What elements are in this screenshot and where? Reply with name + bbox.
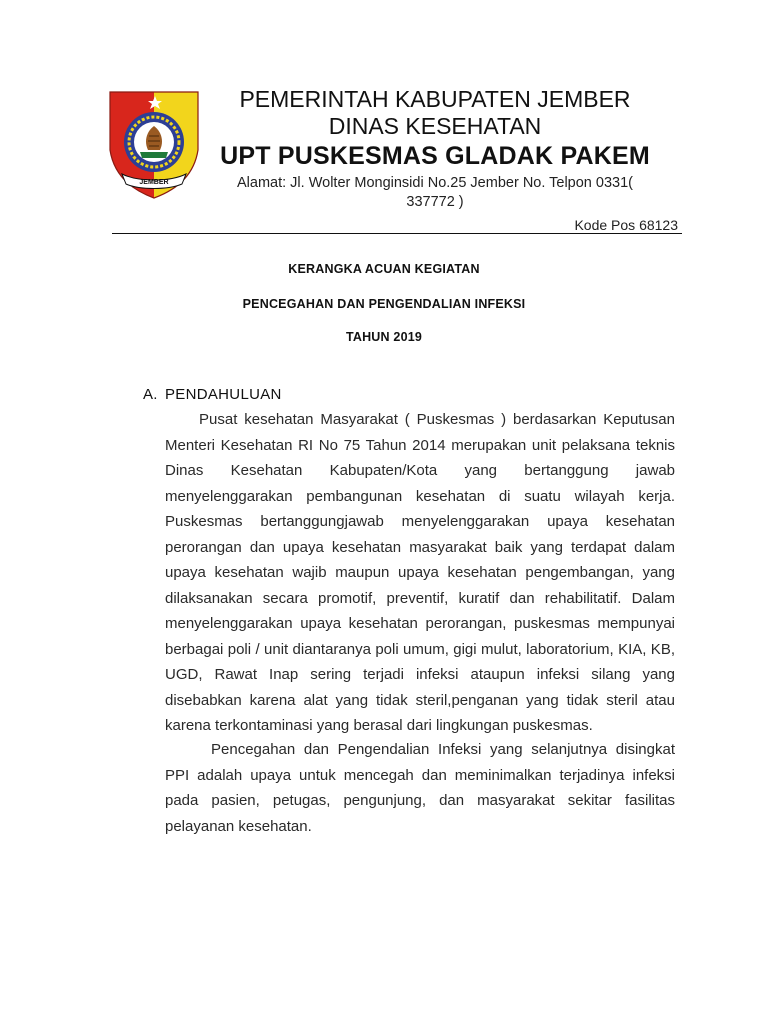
section-heading (143, 386, 282, 403)
section-title: PENDAHULUAN (165, 386, 282, 403)
postal-code: Kode Pos 68123 (574, 217, 678, 233)
institution-name: UPT PUSKESMAS GLADAK PAKEM (220, 142, 650, 170)
paragraph-ppi-definition (165, 737, 675, 839)
government-name: PEMERINTAH KABUPATEN JEMBER (239, 86, 631, 112)
jember-emblem-logo (108, 90, 200, 200)
letterhead (205, 86, 665, 212)
paragraph-text: Pusat kesehatan Masyarakat ( Puskesmas ) berdasarkan Keputusan Menteri Kesehatan RI No 75 Tahun 2014 merupakan unit pelaksana teknis Dinas Kesehatan Kabupaten/Kota yang bertanggung jawab menyelenggarakan pembangunan kesehatan di suatu wilayah kerja. Puskesmas bertanggungjawab menyelenggarakan upaya kesehatan perorangan dan upaya kesehatan masyarakat baik yang terdapat dalam upaya kesehatan wajib maupun upaya kesehatan pengembangan, yang dilaksanakan secara promotif, preventif, kuratif dan rehabilitatif. Dalam menyelenggarakan upaya kesehatan perorangan, puskesmas mempunyai berbagai poli / unit diantaranya poli umum, gigi mulut, laboratorium, KIA, KB, UGD, Rawat Inap sering terjadi infeksi ataupun infeksi silang yang disebabkan karena alat yang tidak steril,penganan yang tidak steril atau karena terkontaminasi yang berasal dari lingkungan puskesmas. (165, 411, 675, 734)
document-subject: PENCEGAHAN DAN PENGENDALIAN INFEKSI (242, 297, 526, 311)
paragraph-text: Pencegahan dan Pengendalian Infeksi yang selanjutnya disingkat PPI adalah upaya untuk mencegah dan meminimalkan terjadinya infeksi pada pasien, petugas, pengunjung, dan masyarakat sekitar fasilitas pelayanan kesehatan. (165, 741, 675, 835)
document-year: TAHUN 2019 (345, 330, 423, 344)
emblem-ribbon-text: JEMBER (139, 179, 169, 186)
address-text: Alamat: Jl. Wolter Monginsidi No.25 Jember No. Telpon 0331( 337772 ) (237, 175, 633, 210)
agency-name: DINAS KESEHATAN (328, 113, 542, 139)
paragraph-introduction (165, 407, 675, 739)
section-letter: A. (143, 386, 158, 403)
document-title: KERANGKA ACUAN KEGIATAN (288, 262, 480, 276)
letterhead-divider (112, 233, 682, 234)
